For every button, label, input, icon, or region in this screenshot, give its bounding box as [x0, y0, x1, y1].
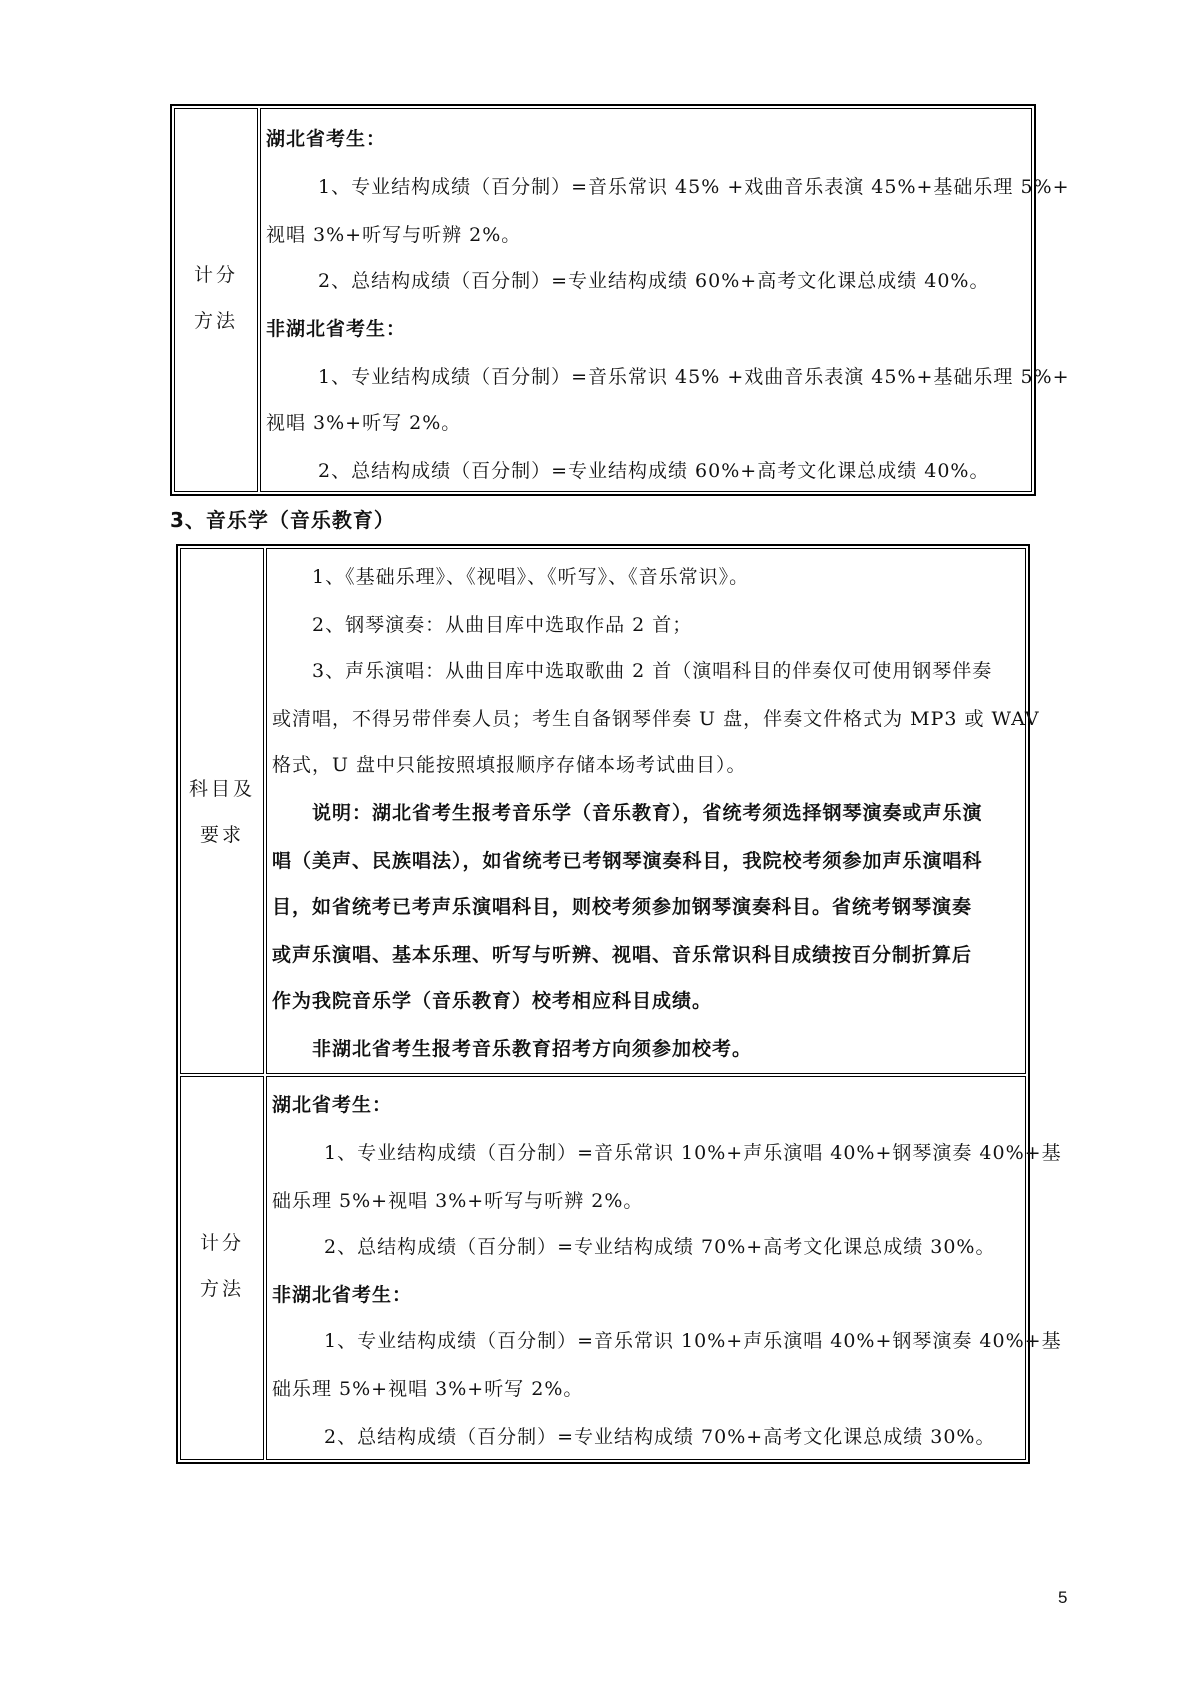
- non-hubei-candidates-heading-2: 非湖北省考生：: [272, 1284, 413, 1306]
- subject-item-vocal-cont-1: 或清唱，不得另带伴奏人员；考生自备钢琴伴奏 U 盘，伴奏文件格式为 MP3 或 WAV: [272, 708, 1040, 730]
- hubei-candidates-heading: 湖北省考生：: [266, 128, 387, 150]
- note-line-3: 目，如省统考已考声乐演唱科目，则校考须参加钢琴演奏科目。省统考钢琴演奏: [272, 896, 973, 918]
- note-line-1: 说明：湖北省考生报考音乐学（音乐教育），省统考须选择钢琴演奏或声乐演: [312, 802, 983, 824]
- hubei-professional-score-formula: 1、专业结构成绩（百分制）=音乐常识 45% +戏曲音乐表演 45%+基础乐理 5%+: [318, 176, 1070, 198]
- non-hubei-professional-score-formula-2: 1、专业结构成绩（百分制）=音乐常识 10%+声乐演唱 40%+钢琴演奏 40%+基: [324, 1330, 1062, 1352]
- hubei-professional-score-formula-cont: 视唱 3%+听写与听辨 2%。: [266, 224, 522, 246]
- note-non-hubei: 非湖北省考生报考音乐教育招考方向须参加校考。: [312, 1038, 753, 1060]
- subject-item-piano: 2、钢琴演奏：从曲目库中选取作品 2 首；: [312, 614, 693, 636]
- non-hubei-candidates-heading: 非湖北省考生：: [266, 318, 407, 340]
- hubei-candidates-heading-2: 湖北省考生：: [272, 1094, 393, 1116]
- non-hubei-professional-score-formula: 1、专业结构成绩（百分制）=音乐常识 45% +戏曲音乐表演 45%+基础乐理 5%+: [318, 366, 1070, 388]
- page-number: 5: [1058, 1588, 1068, 1607]
- note-line-2: 唱（美声、民族唱法），如省统考已考钢琴演奏科目，我院校考须参加声乐演唱科: [272, 850, 983, 872]
- hubei-professional-score-formula-2: 1、专业结构成绩（百分制）=音乐常识 10%+声乐演唱 40%+钢琴演奏 40%+基: [324, 1142, 1062, 1164]
- non-hubei-total-score-formula-2: 2、总结构成绩（百分制）=专业结构成绩 70%+高考文化课总成绩 30%。: [324, 1426, 996, 1448]
- hubei-total-score-formula-2: 2、总结构成绩（百分制）=专业结构成绩 70%+高考文化课总成绩 30%。: [324, 1236, 996, 1258]
- non-hubei-total-score-formula: 2、总结构成绩（百分制）=专业结构成绩 60%+高考文化课总成绩 40%。: [318, 460, 990, 482]
- non-hubei-professional-score-formula-2-cont: 础乐理 5%+视唱 3%+听写 2%。: [272, 1378, 584, 1400]
- subject-item-vocal: 3、声乐演唱：从曲目库中选取歌曲 2 首（演唱科目的伴奏仅可使用钢琴伴奏: [312, 660, 993, 682]
- hubei-professional-score-formula-2-cont: 础乐理 5%+视唱 3%+听写与听辨 2%。: [272, 1190, 644, 1212]
- scoring-method-label: 计分 方法: [193, 264, 238, 332]
- subject-item-vocal-cont-2: 格式，U 盘中只能按照填报顺序存储本场考试曲目）。: [272, 754, 747, 776]
- note-line-4: 或声乐演唱、基本乐理、听写与听辨、视唱、音乐常识科目成绩按百分制折算后: [272, 944, 973, 966]
- scoring-content-cell: [266, 1076, 1026, 1460]
- hubei-total-score-formula: 2、总结构成绩（百分制）=专业结构成绩 60%+高考文化课总成绩 40%。: [318, 270, 990, 292]
- non-hubei-professional-score-formula-cont: 视唱 3%+听写 2%。: [266, 412, 462, 434]
- subject-item-theory: 1、《基础乐理》、《视唱》、《听写》、《音乐常识》。: [312, 566, 750, 588]
- note-line-5: 作为我院音乐学（音乐教育）校考相应科目成绩。: [272, 990, 713, 1012]
- section-heading-music-education: 3、音乐学（音乐教育）: [170, 508, 395, 532]
- scoring-method-label-2: 计分 方法: [199, 1232, 244, 1300]
- subjects-requirements-label: 科目及 要求: [188, 778, 255, 846]
